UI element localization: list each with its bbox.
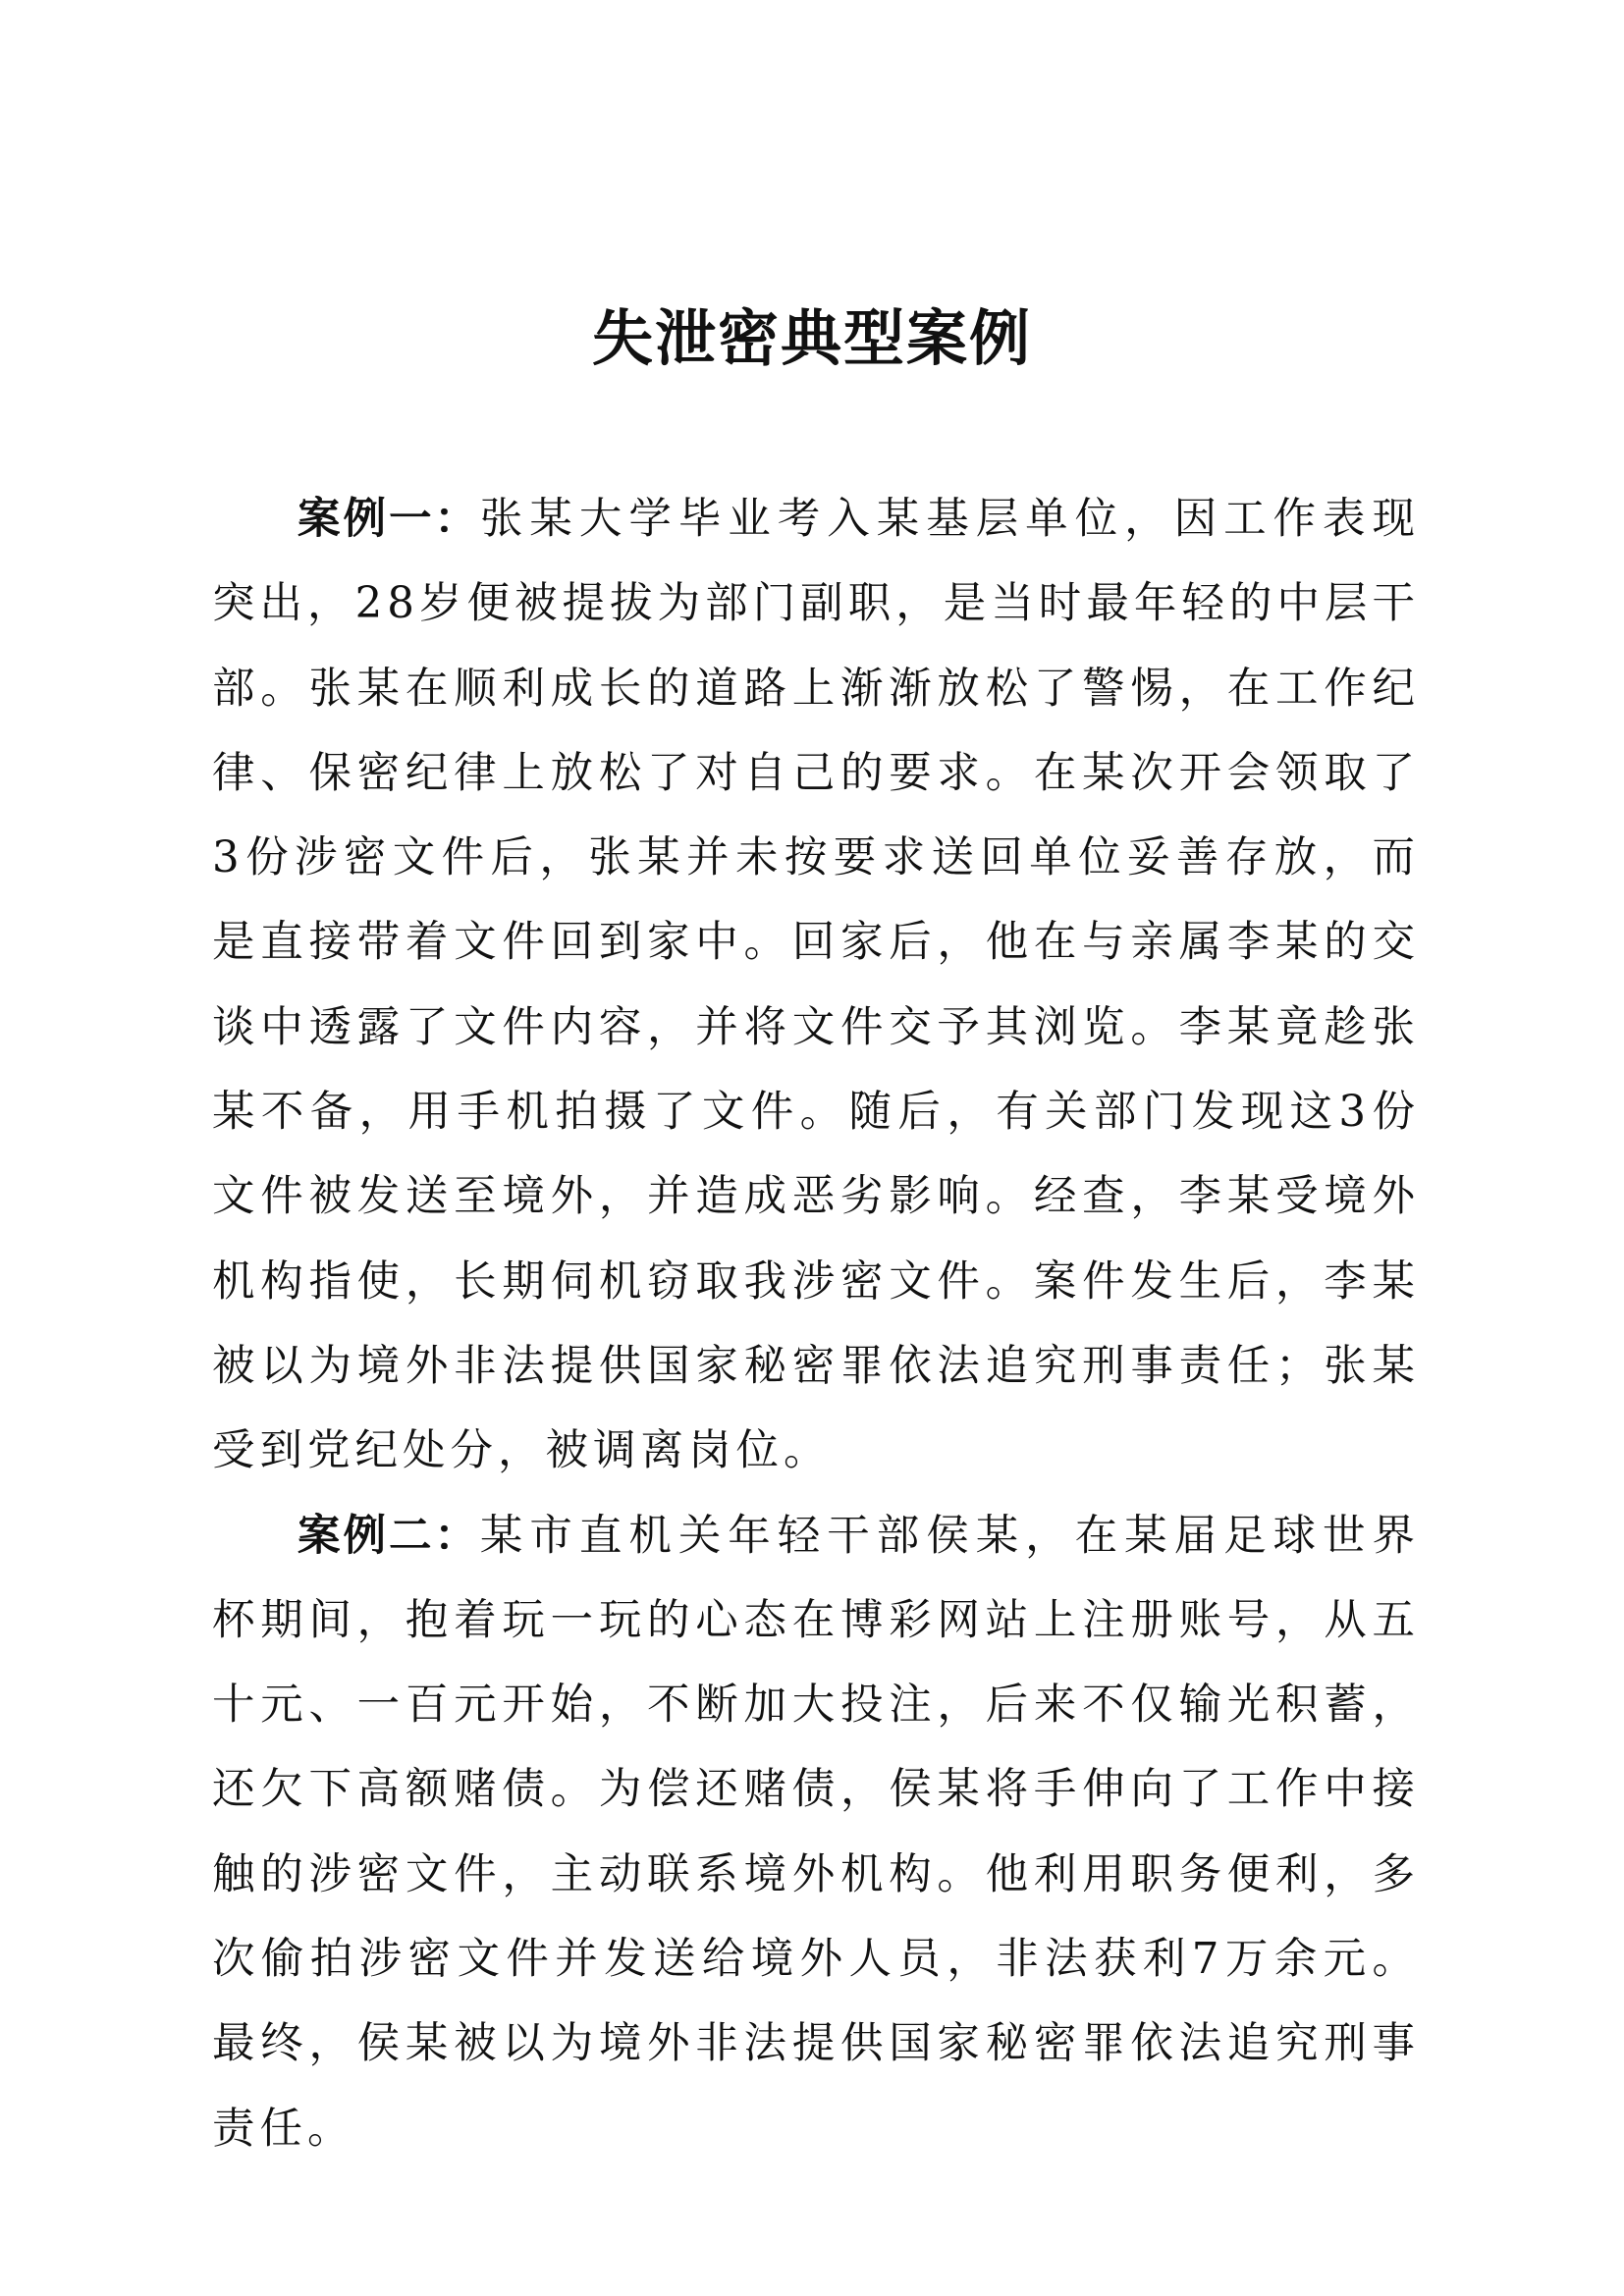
case-label-2: 案例二：	[298, 1510, 480, 1561]
case-text-2: 某市直机关年轻干部侯某，在某届足球世界杯期间，抱着玩一玩的心态在博彩网站上注册账号，从五十元、一百元开始，不断加大投注，后来不仅输光积蓄，还欠下高额赌债。为偿还赌债，侯某将手伸向了工作中接触的涉密文件，主动联系境外机构。他利用职务便利，多次偷拍涉密文件并发送给境外人员，非法获利7万余元。最终，侯某被以为境外非法提供国家秘密罪依法追究刑事责任。	[212, 1511, 1421, 2154]
case-paragraph-2	[212, 1494, 1420, 2171]
case-text-1: 张某大学毕业考入某基层单位，因工作表现突出，28岁便被提拔为部门副职，是当时最年轻的中层干部。张某在顺利成长的道路上渐渐放松了警惕，在工作纪律、保密纪律上放松了对自己的要求。在某次开会领取了3份涉密文件后，张某并未按要求送回单位妥善存放，而是直接带着文件回到家中。回家后，他在与亲属李某的交谈中透露了文件内容，并将文件交予其浏览。李某竟趁张某不备，用手机拍摄了文件。随后，有关部门发现这3份文件被发送至境外，并造成恶劣影响。经查，李某受境外机构指使，长期伺机窃取我涉密文件。案件发生后，李某被以为境外非法提供国家秘密罪依法追究刑事责任；张某受到党纪处分，被调离岗位。	[212, 495, 1421, 1476]
case-label-1: 案例一：	[298, 494, 480, 544]
document-title: 失泄密典型案例	[591, 302, 1032, 374]
document-body	[212, 477, 1420, 2171]
case-paragraph-1	[212, 477, 1420, 1494]
